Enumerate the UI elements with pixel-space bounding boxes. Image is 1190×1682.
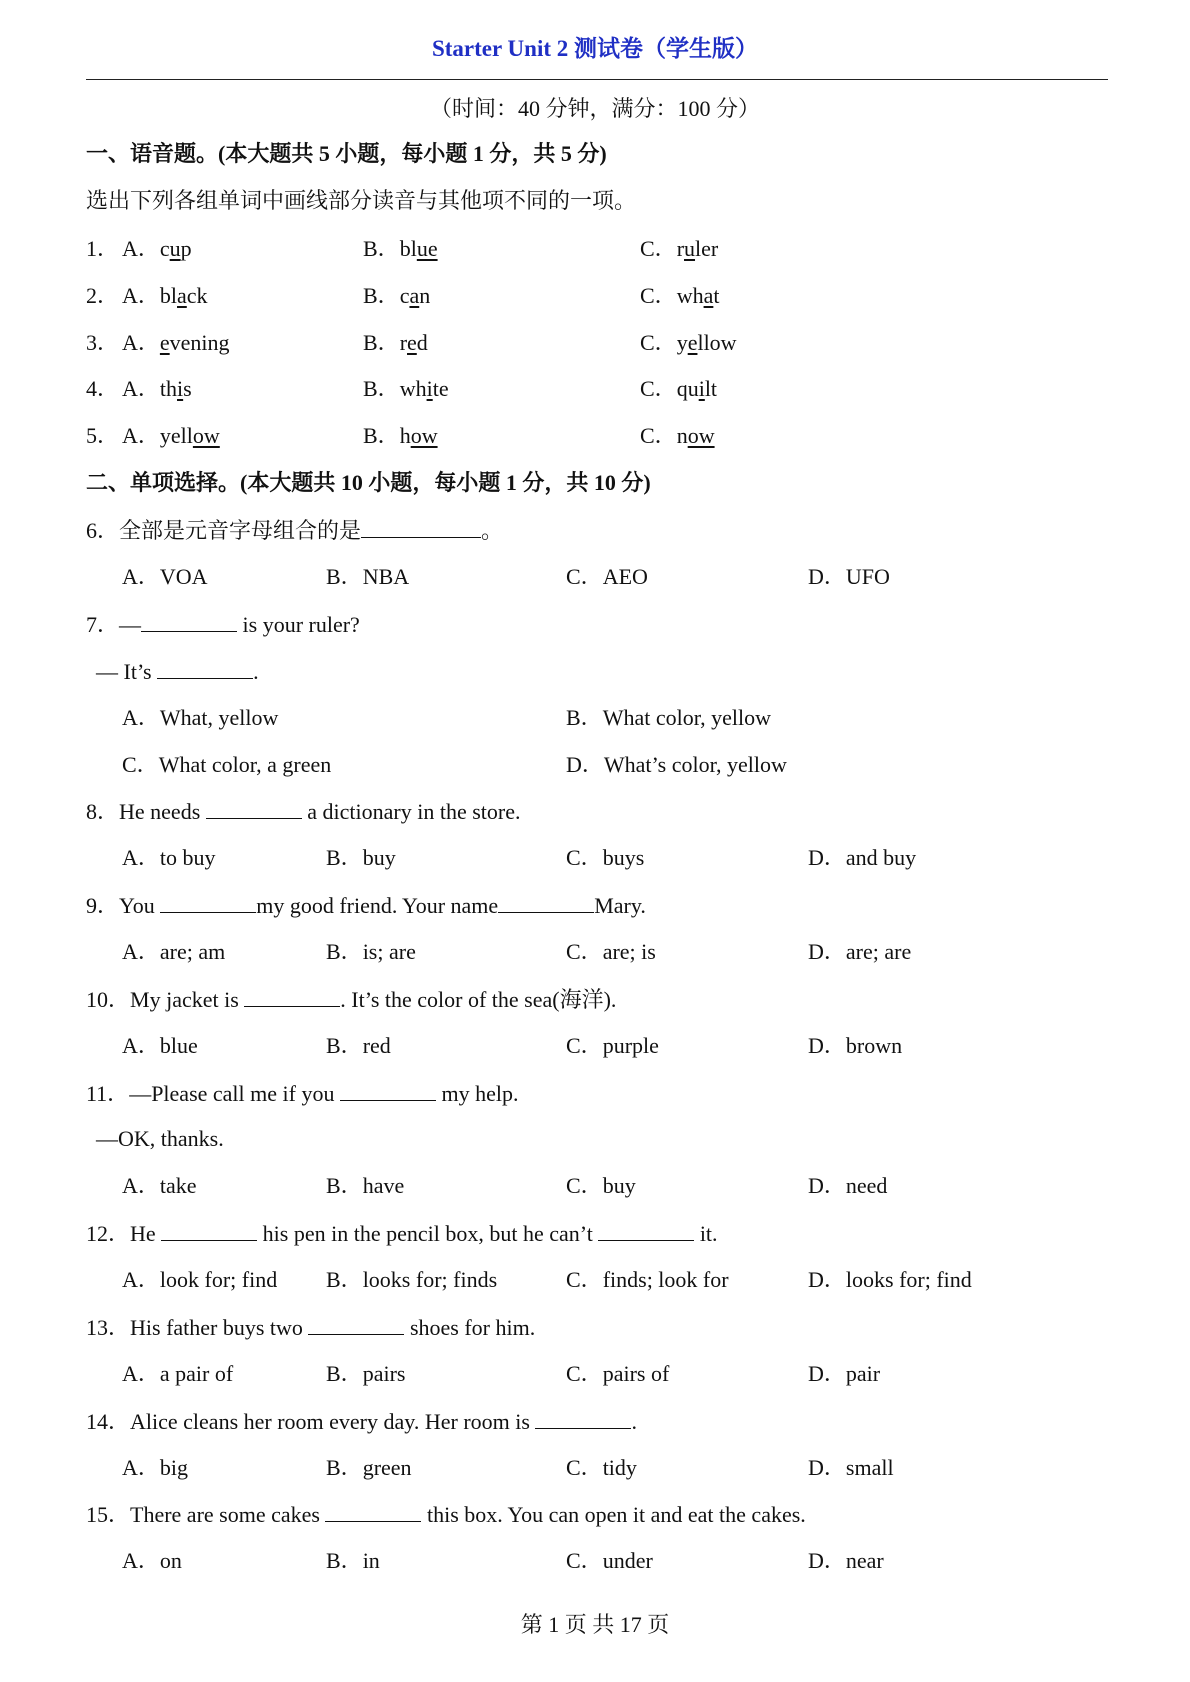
question-8-stem: 8．He needs a dictionary in the store. [86,796,520,827]
option-b[interactable]: B．red [326,1033,391,1058]
option-b[interactable]: B．looks for; finds [326,1267,498,1292]
option-d[interactable]: D．are; are [808,939,912,964]
option-c[interactable]: C．finds; look for [566,1267,729,1292]
option-c[interactable]: C．now [640,423,715,448]
question-7-response: — It’s . [96,656,259,687]
option-c[interactable]: C．tidy [566,1455,637,1480]
option-b[interactable]: B．how [363,423,438,448]
answer-blank[interactable] [598,1218,694,1241]
question-number: 3． [86,330,120,355]
question-12-stem: 12．He his pen in the pencil box, but he can’t it. [86,1218,718,1249]
option-b[interactable]: B．can [363,283,431,308]
answer-blank[interactable] [206,796,302,819]
section1-instruction: 选出下列各组单词中画线部分读音与其他项不同的一项。 [86,188,637,213]
option-c[interactable]: C．AEO [566,564,648,589]
option-c[interactable]: C．what [640,283,720,308]
answer-blank[interactable] [308,1312,404,1335]
option-b[interactable]: B．green [326,1455,412,1480]
option-c[interactable]: C．buy [566,1173,636,1198]
question-13-stem: 13．His father buys two shoes for him. [86,1312,535,1343]
question-7-stem: 7．— is your ruler? [86,609,360,640]
option-d[interactable]: D．near [808,1548,884,1573]
option-a[interactable]: A．VOA [122,564,208,589]
answer-blank[interactable] [325,1499,421,1522]
answer-blank[interactable] [141,609,237,632]
option-d[interactable]: D．brown [808,1033,903,1058]
option-c[interactable]: C．ruler [640,236,719,261]
answer-blank[interactable] [160,890,256,913]
question-11-stem: 11．—Please call me if you my help. [86,1078,518,1109]
answer-blank[interactable] [157,656,253,679]
section2-heading: 二、单项选择。(本大题共 10 小题，每小题 1 分，共 10 分) [86,470,651,495]
option-a[interactable]: A．What, yellow [122,705,279,730]
option-a[interactable]: A．a pair of [122,1361,234,1386]
option-c[interactable]: C．yellow [640,330,737,355]
option-a[interactable]: A．big [122,1455,189,1480]
option-b[interactable]: B．have [326,1173,405,1198]
page-title: Starter Unit 2 测试卷（学生版） [431,36,759,61]
option-b[interactable]: B．NBA [326,564,410,589]
option-b[interactable]: B．is; are [326,939,416,964]
option-a[interactable]: A．evening [122,330,230,355]
option-a[interactable]: A．take [122,1173,197,1198]
question-number: 1． [86,236,120,261]
question-14-stem: 14．Alice cleans her room every day. Her room is . [86,1406,637,1437]
answer-blank[interactable] [361,515,481,538]
option-b[interactable]: B．buy [326,845,396,870]
option-a[interactable]: A．to buy [122,845,216,870]
option-d[interactable]: D．looks for; find [808,1267,972,1292]
option-b[interactable]: B．in [326,1548,380,1573]
option-b[interactable]: B．What color, yellow [566,705,772,730]
option-c[interactable]: C．What color, a green [122,752,332,777]
section1-heading: 一、语音题。(本大题共 5 小题，每小题 1 分，共 5 分) [86,141,607,166]
question-11-response: —OK, thanks. [96,1126,224,1151]
question-6-stem: 6．全部是元音字母组合的是 。 [86,515,503,546]
option-d[interactable]: D．small [808,1455,894,1480]
question-number: 4． [86,376,120,401]
option-d[interactable]: D．and buy [808,845,917,870]
question-10-stem: 10．My jacket is . It’s the color of the sea(海洋). [86,984,616,1015]
option-a[interactable]: A．yellow [122,423,220,448]
option-a[interactable]: A．cup [122,236,192,261]
option-a[interactable]: A．look for; find [122,1267,278,1292]
question-9-stem: 9．You my good friend. Your name Mary. [86,890,646,921]
answer-blank[interactable] [340,1078,436,1101]
option-a[interactable]: A．blue [122,1033,198,1058]
question-15-stem: 15．There are some cakes this box. You can open it and eat the cakes. [86,1499,806,1530]
option-c[interactable]: C．are; is [566,939,656,964]
answer-blank[interactable] [535,1406,631,1429]
option-a[interactable]: A．on [122,1548,182,1573]
option-c[interactable]: C．purple [566,1033,659,1058]
question-number: 5． [86,423,120,448]
option-b[interactable]: B．white [363,376,449,401]
header-divider [86,79,1108,80]
option-d[interactable]: D．pair [808,1361,881,1386]
option-b[interactable]: B．pairs [326,1361,406,1386]
option-d[interactable]: D．What’s color, yellow [566,752,787,777]
option-c[interactable]: C．pairs of [566,1361,670,1386]
answer-blank[interactable] [161,1218,257,1241]
answer-blank[interactable] [498,890,594,913]
option-d[interactable]: D．need [808,1173,888,1198]
option-b[interactable]: B．red [363,330,428,355]
option-c[interactable]: C．under [566,1548,653,1573]
page-number: 第 1 页 共 17 页 [520,1612,670,1637]
option-a[interactable]: A．are; am [122,939,226,964]
question-number: 2． [86,283,120,308]
option-a[interactable]: A．this [122,376,192,401]
exam-time-info: （时间：40 分钟，满分：100 分） [429,96,760,121]
option-c[interactable]: C．buys [566,845,645,870]
option-d[interactable]: D．UFO [808,564,890,589]
option-b[interactable]: B．blue [363,236,438,261]
option-a[interactable]: A．black [122,283,208,308]
answer-blank[interactable] [244,984,340,1007]
option-c[interactable]: C．quilt [640,376,718,401]
